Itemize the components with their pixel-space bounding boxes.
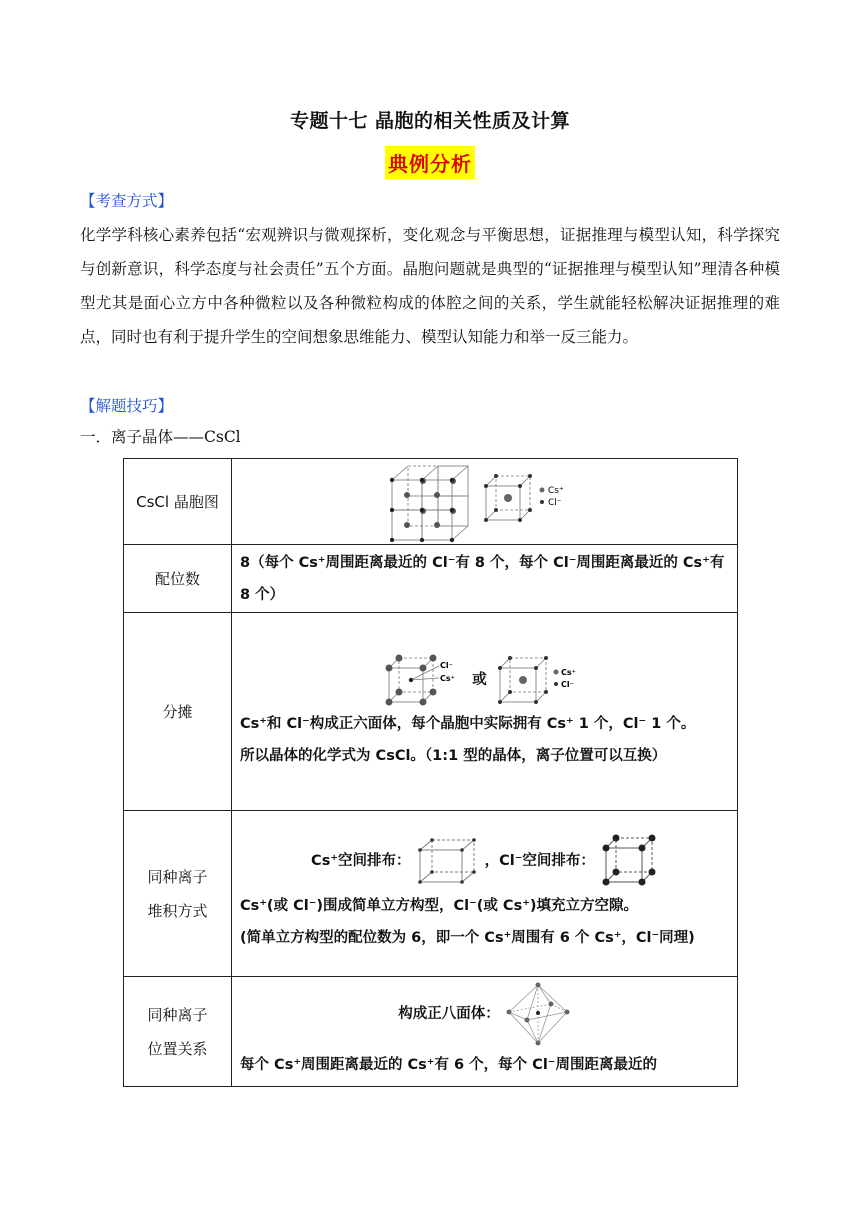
fig2-label-cl: Cl⁻: [560, 679, 574, 689]
octahedron-figure-row: [240, 982, 729, 1048]
page-title: 专题十七 晶胞的相关性质及计算: [289, 110, 571, 132]
cscl-lattice-figure: [390, 462, 580, 542]
share-line-1: Cs⁺和 Cl⁻构成正六面体，每个晶胞中实际拥有 Cs⁺ 1 个，Cl⁻ 1 个。: [240, 715, 696, 732]
table-row: [124, 613, 738, 811]
stacking-line-2: (简单立方构型的配位数为 6，即一个 Cs⁺周围有 6 个 Cs⁺，Cl⁻同理): [240, 929, 695, 946]
position-line-1: 每个 Cs⁺周围距离最近的 Cs⁺有 6 个，每个 Cl⁻周围距离最近的: [240, 1056, 657, 1073]
row-label: CsCl 晶胞图: [124, 459, 232, 545]
fig-label-cs: Cs⁺: [440, 673, 456, 683]
simple-cubic-cs-figure: [416, 836, 480, 886]
octahedron-label: 构成正八面体：: [398, 1005, 500, 1022]
intro-paragraph: 化学学科核心素养包括“宏观辨识与微观探析，变化观念与平衡思想，证据推理与模型认知，科学探究与创新意识，科学态度与社会责任”五个方面。晶胞问题就是典型的“证据推理与模型认知”理清各种模型尤其是面心立方中各种微粒以及各种微粒构成的体腔之间的关系，学生就能轻松解决证据推理的难点，同时也有利于提升学生的空间想象思维能力、模型认知能力和举一反三能力。: [80, 226, 780, 346]
table-row: [124, 545, 738, 613]
subsection-cscl: 一．离子晶体——CsCl: [80, 428, 241, 446]
table-row: [124, 977, 738, 1087]
share-cell: [232, 613, 738, 811]
cscl-table: [123, 458, 738, 1087]
stacking-figures: [240, 834, 729, 890]
fig2-label-cs: Cs⁺: [560, 667, 576, 677]
stacking-line-1: Cs⁺(或 Cl⁻)围成简单立方构型，Cl⁻(或 Cs⁺)填充立方空隙。: [240, 897, 638, 914]
row-label-line: 位置关系: [147, 1039, 208, 1058]
share-line-2: 所以晶体的化学式为 CsCl。（1:1 型的晶体，离子位置可以互换）: [240, 747, 667, 764]
table-row: [124, 811, 738, 977]
row-label: 分摊: [124, 613, 232, 811]
row-label-line: 同种离子: [147, 867, 208, 886]
simple-cubic-cl-figure: [600, 834, 658, 888]
coordination-text: 8（每个 Cs⁺周围距离最近的 Cl⁻有 8 个，每个 Cl⁻周围距离最近的 Cs⁺有 8 个）: [232, 545, 738, 613]
legend-cl: Cl⁻: [547, 497, 562, 508]
cl-center-cell-figure: [383, 654, 463, 706]
section-banner: 典例分析: [385, 146, 475, 179]
legend-cs: Cs⁺: [547, 485, 564, 496]
stacking-cell: [232, 811, 738, 977]
cs-arrangement-label: Cs⁺空间排布：: [311, 852, 411, 869]
cell-crystal-figure: [232, 459, 738, 545]
position-cell: [232, 977, 738, 1087]
heading-exam-method: 【考查方式】: [80, 192, 174, 210]
table-row: [124, 459, 738, 545]
octahedron-figure: [505, 982, 571, 1046]
row-label: [124, 977, 232, 1087]
cl-arrangement-label: ，Cl⁻空间排布：: [484, 852, 595, 869]
share-figures: [240, 652, 729, 708]
row-label: [124, 811, 232, 977]
cs-center-cell-figure: [496, 654, 586, 706]
row-label: 配位数: [124, 545, 232, 613]
or-word: 或: [472, 671, 487, 688]
row-label-line: 同种离子: [147, 1005, 208, 1024]
heading-solving-tips: 【解题技巧】: [80, 397, 174, 415]
fig-label-cl: Cl⁻: [440, 660, 454, 670]
row-label-line: 堆积方式: [147, 901, 208, 920]
